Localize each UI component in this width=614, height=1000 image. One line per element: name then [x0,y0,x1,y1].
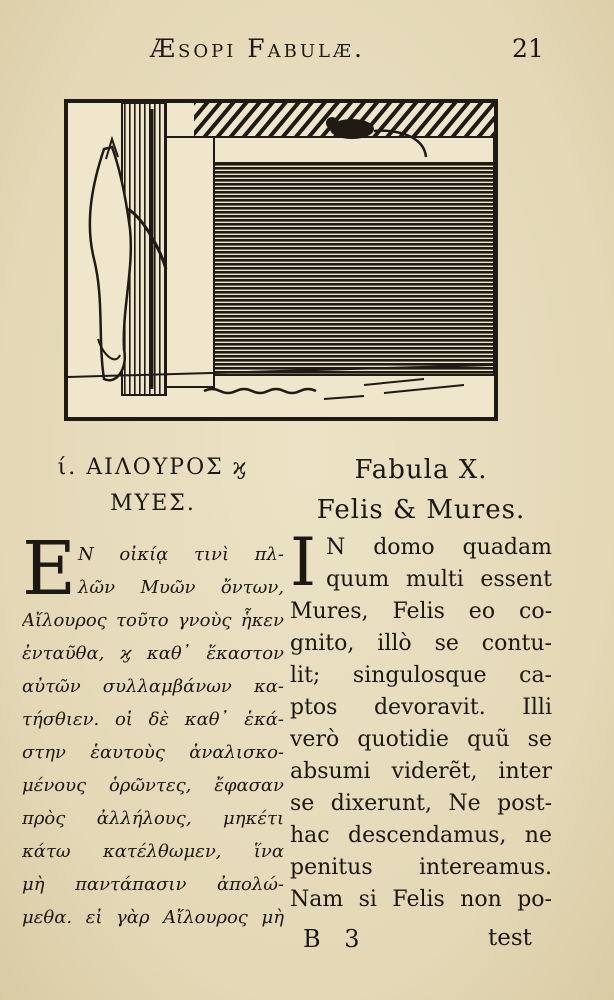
latin-line: Nam si Felis non po- [290,887,552,912]
latin-line: Mures, Felis eo co- [290,599,552,624]
latin-line: N domo quadam [326,535,552,560]
greek-line: μένους ὁρῶντες, ἔφασαν [22,775,284,796]
greek-line: Ν οἰκίᾳ τινὶ πλ- [78,544,284,565]
greek-line: πρὸς ἀλλήλους, μηκέτι [22,808,284,829]
greek-line: αὐτῶν συλλαμβάνων κα- [22,676,284,697]
greek-line: μὴ παντάπασιν ἀπολώ- [22,874,284,895]
greek-drop-cap: Ε [22,526,77,612]
latin-drop-cap: I [290,524,317,601]
greek-line: τήσθιεν. οἱ δὲ καθ᾿ ἑκά- [22,709,284,730]
latin-line: se dixerunt, Ne post- [290,791,552,816]
greek-line: κάτω κατέλθωμεν, ἵνα [22,841,284,862]
latin-line: hac descendamus, ne [290,823,552,848]
printer-signature-mark: B 3 [303,925,368,953]
catchword: test [488,925,532,951]
woodcut-cat-and-mouse-icon [64,99,498,421]
woodcut-illustration [64,99,498,421]
page-header [0,32,614,68]
latin-fable-subtitle: Felis & Mures. [316,495,526,525]
greek-line: λῶν Μυῶν ὄντων, [78,577,284,598]
greek-fable-subtitle: ΜΥΕΣ. [110,491,196,516]
greek-line: Αἴλουρος τοῦτο γνοὺς ἧκεν [22,610,284,631]
latin-line: gnito, illò se contu- [290,631,552,656]
latin-fable-title: Fabula X. [354,455,488,485]
greek-line: μεθα. εἰ γὰρ Αἴλουρος μὴ [22,907,284,928]
latin-line: ptos devoravit. Illi [290,695,552,720]
latin-fable-column [290,450,552,912]
running-title: Æsopi Fabulæ. [150,34,365,63]
greek-fable-text [22,526,284,934]
latin-line: absumi viderẽt, inter [290,759,552,784]
page-number: 21 [512,34,544,63]
latin-line: lit; singulosque ca- [290,663,552,688]
greek-fable-column [22,450,284,928]
greek-line: ἐνταῦθα, ϗ καθ᾿ ἕκαστον [22,643,284,664]
latin-line: penitus intereamus. [290,855,552,880]
greek-line: στην ἑαυτοὺς ἀναλισκο- [22,742,284,763]
latin-fable-text [290,524,552,916]
latin-line: quum multi essent [326,567,552,592]
greek-fable-title: ί. ΑΙΛΟΥΡΟΣ ϗ [57,455,249,480]
latin-line: verò quotidie quũ se [290,727,552,752]
